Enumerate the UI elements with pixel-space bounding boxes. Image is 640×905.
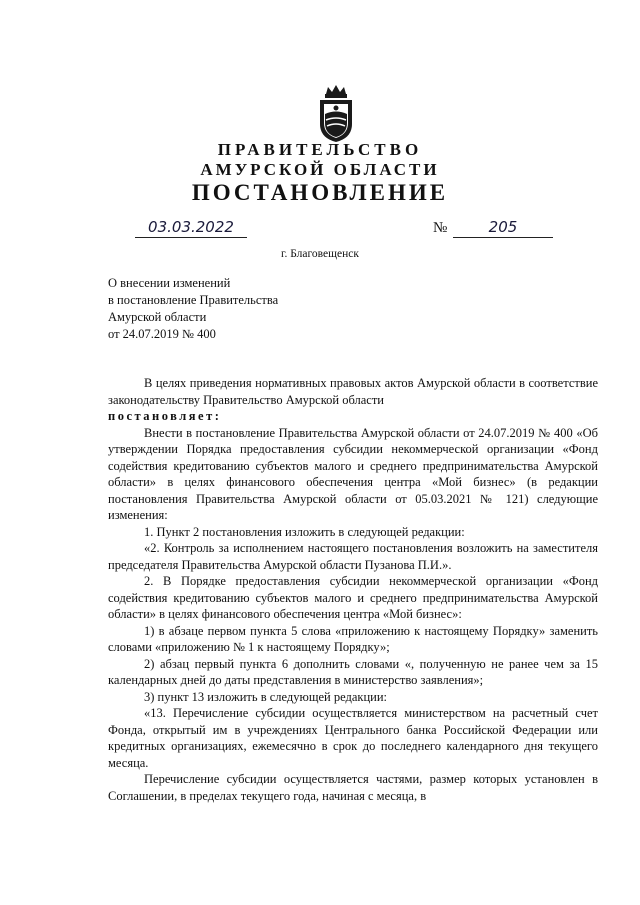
body-paragraph: В целях приведения нормативных правовых актов Амурской области в соответствие законодательству Правительство Амурской области (108, 376, 598, 407)
org-name-line1: ПРАВИТЕЛЬСТВО (217, 140, 423, 159)
coat-of-arms-emblem-icon (312, 84, 360, 144)
document-type: ПОСТАНОВЛЕНИЕ (191, 180, 449, 205)
body-paragraph: «13. Перечисление субсидии осуществляется министерством на расчетный счет Фонда, открытый им в учреждениях Центрального банка Российской Федерации или кредитных организациях, ежемесячно в срок до последнего календарного дня текущего месяца. (108, 706, 598, 770)
body-paragraph: 2) абзац первый пункта 6 дополнить словами «, полученную не ранее чем за 15 календарных дней до даты представления в министерство заявления»; (108, 656, 598, 687)
body-paragraph: «2. Контроль за исполнением настоящего постановления возложить на заместителя председателя Правительства Амурской области Пузанова П.И.». (108, 541, 598, 572)
number-label: № (433, 220, 448, 236)
document-date: 03.03.2022 (135, 218, 247, 238)
city-line: г. Благовещенск (281, 248, 359, 260)
subject-line: от 24.07.2019 № 400 (108, 327, 216, 341)
body-paragraph: 1) в абзаце первом пункта 5 слова «приложению к настоящему Порядку» заменить словами «приложению № 1 к настоящему Порядку»; (108, 623, 598, 654)
body-paragraph: Перечисление субсидии осуществляется частями, размер которых установлен в Соглашении, в пределах текущего года, начиная с месяца, в (108, 772, 598, 803)
body-paragraph: Внести в постановление Правительства Амурской области от 24.07.2019 № 400 «Об утверждении Порядка предоставления субсидии некоммерческой организации «Фонд содействия кредитованию субъектов малого и среднего предпринимательства Амурской области» в целях финансового обеспечения центра «Мой бизнес» (в редакции постановления Правительства Амурской области от 05.03.2021 № 121) следующие изменения: (108, 425, 598, 522)
document-body (108, 375, 598, 804)
subject-line: О внесении изменений (108, 276, 231, 290)
document-number: 205 (453, 218, 553, 238)
org-name-line2: АМУРСКОЙ ОБЛАСТИ (200, 160, 440, 179)
body-paragraph: 1. Пункт 2 постановления изложить в следующей редакции: (144, 524, 465, 539)
subject-line: Амурской области (108, 310, 207, 324)
subject-line: в постановление Правительства (108, 293, 279, 307)
body-paragraph: 2. В Порядке предоставления субсидии некоммерческой организации «Фонд содействия кредитованию субъектов малого и среднего предпринимательства Амурской области» в целях финансового обеспечения центра «Мой бизнес»: (108, 574, 598, 621)
resolution-keyword: постановляет: (108, 409, 222, 423)
document-subject (108, 275, 278, 343)
body-paragraph: 3) пункт 13 изложить в следующей редакции: (144, 689, 387, 704)
